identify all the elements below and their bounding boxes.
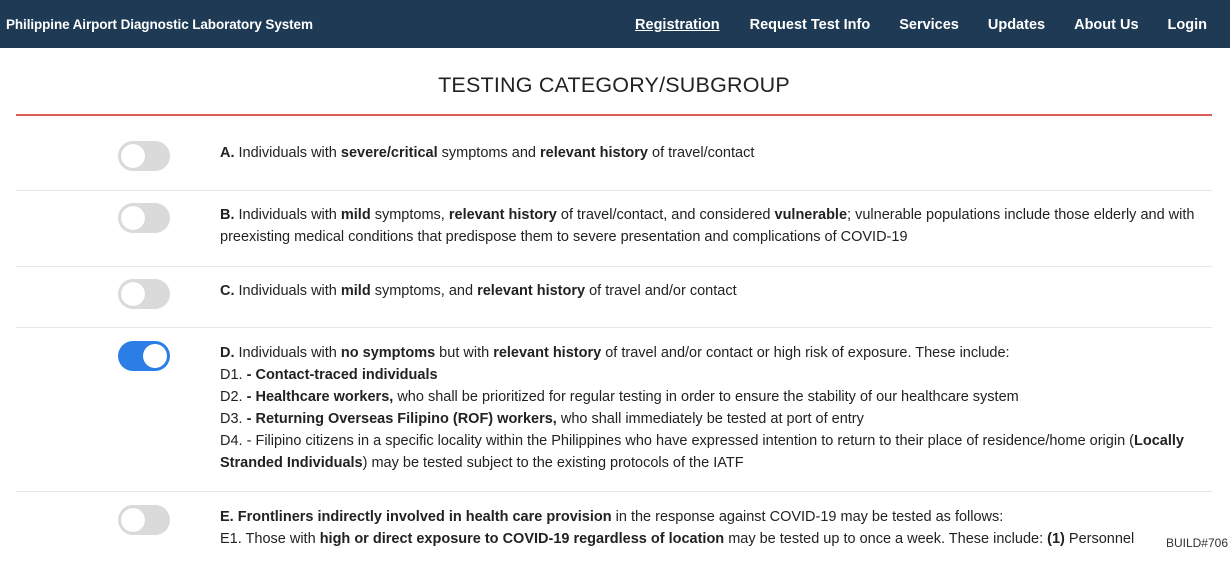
category-e-line [220,506,1205,528]
main-nav [635,0,1230,48]
bold-text: mild [340,283,371,299]
text: in the response against COVID-19 may be tested as follows: [611,509,1004,525]
bold-text: relevant history [539,145,648,161]
subcategory-number: D1. [220,367,243,383]
text: symptoms, [370,207,449,223]
build-label: BUILD#706 [1158,536,1228,550]
category-c-text [220,280,1205,302]
subcategory-number: D3. [220,411,243,427]
text: of travel/contact, and considered [556,207,775,223]
toggle-category-d[interactable] [118,341,170,371]
bold-text: - Contact-traced individuals [246,367,438,383]
text: who shall be prioritized for regular testing in order to ensure the stability of our healthcare system [393,389,1019,405]
text: Individuals with [234,345,341,361]
text: Individuals with [234,207,341,223]
toggle-knob [121,144,145,168]
text: - Filipino citizens in a specific locality within the Philippines who have expressed intention to return to their place of residence/home origin [246,433,1126,449]
text: ( [1129,433,1135,449]
subcategory-number: E1. [220,531,242,547]
category-e-text [220,506,1205,550]
subcategory-d3 [220,408,1205,430]
bold-text: - Healthcare workers, [246,389,394,405]
text: may be tested up to once a week. These include: [724,531,1048,547]
nav-request-test-info[interactable]: Request Test Info [749,17,871,33]
text: Individuals with [234,145,341,161]
nav-services[interactable]: Services [899,17,959,33]
subcategory-number: D2. [220,389,243,405]
text: Individuals with [234,283,341,299]
subcategory-e1 [220,528,1205,550]
top-navbar [0,0,1230,48]
subcategory-number: D4. [220,433,243,449]
bold-text: Locally Stranded Individuals [220,433,1184,471]
category-a-text [220,142,1205,164]
text: of travel and/or contact or high risk of exposure. These include: [601,345,1010,361]
category-a-line [220,142,1205,164]
category-d-line [220,342,1205,364]
bold-text: mild [340,207,371,223]
text: ) may be tested subject to the existing protocols of the IATF [362,455,744,471]
text: symptoms, and [370,283,478,299]
nav-registration[interactable]: Registration [635,17,720,33]
toggle-category-a[interactable] [118,141,170,171]
brand-title[interactable]: Philippine Airport Diagnostic Laboratory System [6,17,313,32]
row-separator [16,491,1212,492]
category-b-line [220,204,1205,248]
subcategory-d4 [220,430,1205,474]
page-title: TESTING CATEGORY/SUBGROUP [438,73,790,97]
row-separator [16,327,1212,328]
row-separator [16,190,1212,191]
text: Personnel [1064,531,1135,547]
bold-text: no symptoms [340,345,436,361]
toggle-knob [121,282,145,306]
nav-login[interactable]: Login [1167,17,1207,33]
nav-updates[interactable]: Updates [987,17,1046,33]
toggle-knob [121,508,145,532]
category-letter: E. [220,509,234,525]
bold-text: relevant history [448,207,557,223]
bold-text: high or direct exposure to COVID-19 regardless of location [319,531,725,547]
category-b-text [220,204,1205,248]
nav-about-us[interactable]: About Us [1074,17,1139,33]
toggle-category-c[interactable] [118,279,170,309]
text: symptoms and [437,145,540,161]
category-letter: C. [220,283,235,299]
category-d-text [220,342,1205,474]
category-letter: A. [220,145,235,161]
text: ; vulnerable populations include those elderly and with preexisting medical conditions that predispose them to severe presentation and complications of COVID-19 [220,207,1195,245]
toggle-knob [143,344,167,368]
scrollbar[interactable] [1212,48,1230,561]
bold-text: (1) [1047,531,1065,547]
category-letter: D. [220,345,235,361]
subcategory-d1 [220,364,1205,386]
category-c-line [220,280,1205,302]
category-letter: B. [220,207,235,223]
bold-text: relevant history [493,345,602,361]
bold-text: vulnerable [774,207,848,223]
toggle-category-b[interactable] [118,203,170,233]
text: who shall immediately be tested at port of entry [556,411,864,427]
text: of travel/contact [647,145,755,161]
bold-text: - Returning Overseas Filipino (ROF) workers, [246,411,557,427]
subcategory-d2 [220,386,1205,408]
toggle-knob [121,206,145,230]
bold-text: severe/critical [340,145,438,161]
title-divider [16,114,1212,116]
toggle-category-e[interactable] [118,505,170,535]
text: Those with [241,531,320,547]
bold-text: relevant history [477,283,586,299]
text: of travel and/or contact [585,283,737,299]
row-separator [16,266,1212,267]
bold-text: Frontliners indirectly involved in health care provision [233,509,612,525]
text: but with [435,345,494,361]
